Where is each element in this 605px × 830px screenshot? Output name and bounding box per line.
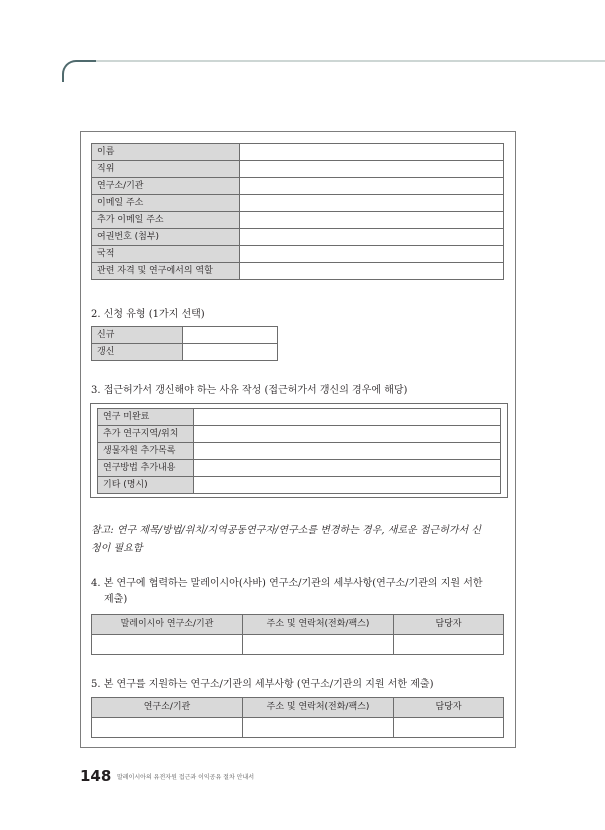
input-cell[interactable]: [240, 212, 504, 229]
row-label: 이름: [92, 144, 240, 161]
note-line-1: 참고: 연구 제목/방법/위치/지역공동연구자/연구소를 변경하는 경우, 새로운 접근허가서 신: [91, 525, 482, 536]
footer-title: 말레이시아의 유전자원 접근과 이익공유 절차 안내서: [117, 774, 255, 781]
row-label: 여권번호 (첨부): [92, 229, 240, 246]
table-row: [92, 178, 504, 195]
table-row: [92, 635, 504, 655]
table-row: [92, 161, 504, 178]
table-row: [98, 477, 501, 494]
renewal-reason-table: [97, 408, 501, 494]
table-header-row: [92, 615, 504, 635]
malaysian-partner-table: [91, 614, 504, 655]
table-row: [92, 263, 504, 280]
input-cell[interactable]: [240, 246, 504, 263]
column-header: 연구소/기관: [92, 698, 243, 718]
input-cell[interactable]: [194, 443, 501, 460]
column-header: 담당자: [394, 698, 504, 718]
table-row: [92, 246, 504, 263]
column-header: 주소 및 연락처(전화/팩스): [243, 698, 394, 718]
row-label: 연구 미완료: [98, 409, 194, 426]
input-cell[interactable]: [194, 460, 501, 477]
note-text: [91, 522, 509, 558]
table-row: [92, 229, 504, 246]
row-label: 국적: [92, 246, 240, 263]
section-5-heading: 5. 본 연구를 지원하는 연구소/기관의 세부사항 (연구소/기관의 지원 서한 제출): [91, 679, 434, 690]
input-cell[interactable]: [394, 635, 504, 655]
input-cell[interactable]: [194, 426, 501, 443]
input-cell[interactable]: [240, 195, 504, 212]
table-row: [92, 144, 504, 161]
application-type-table: [91, 326, 278, 361]
table-row: [98, 409, 501, 426]
input-cell[interactable]: [243, 635, 394, 655]
row-label: 연구소/기관: [92, 178, 240, 195]
section-4-heading: [91, 576, 483, 608]
supporting-institution-table: [91, 697, 504, 738]
section-2-heading: 2. 신청 유형 (1가지 선택): [91, 309, 205, 320]
row-label: 기타 (명시): [98, 477, 194, 494]
section-4-heading-line-2: 제출): [104, 594, 128, 605]
row-label: 이메일 주소: [92, 195, 240, 212]
row-label: 생물자원 추가목록: [98, 443, 194, 460]
row-label: 추가 연구지역/위치: [98, 426, 194, 443]
header-rule: [96, 60, 605, 62]
input-cell[interactable]: [92, 635, 243, 655]
table-row: [92, 327, 278, 344]
input-cell[interactable]: [92, 718, 243, 738]
note-line-2: 청이 필요함: [91, 543, 143, 554]
row-label: 추가 이메일 주소: [92, 212, 240, 229]
input-cell[interactable]: [394, 718, 504, 738]
section-4-heading-line-1: 4. 본 연구에 협력하는 말레이시아(사바) 연구소/기관의 세부사항(연구소/기관의 지원 서한: [91, 578, 483, 589]
table-row: [98, 443, 501, 460]
section-3-heading: 3. 접근허가서 갱신해야 하는 사유 작성 (접근허가서 갱신의 경우에 해당): [91, 385, 408, 396]
input-cell[interactable]: [183, 344, 278, 361]
input-cell[interactable]: [240, 229, 504, 246]
personal-info-table: [91, 143, 504, 280]
input-cell[interactable]: [240, 263, 504, 280]
row-label: 연구방법 추가내용: [98, 460, 194, 477]
table-row: [98, 426, 501, 443]
table-row: [92, 344, 278, 361]
table-row: [92, 718, 504, 738]
input-cell[interactable]: [243, 718, 394, 738]
table-row: [92, 195, 504, 212]
column-header: 담당자: [394, 615, 504, 635]
table-row: [98, 460, 501, 477]
input-cell[interactable]: [240, 144, 504, 161]
row-label: 관련 자격 및 연구에서의 역할: [92, 263, 240, 280]
input-cell[interactable]: [194, 477, 501, 494]
table-row: [92, 212, 504, 229]
input-cell[interactable]: [240, 161, 504, 178]
input-cell[interactable]: [194, 409, 501, 426]
row-label: 신규: [92, 327, 183, 344]
row-label: 직위: [92, 161, 240, 178]
row-label: 갱신: [92, 344, 183, 361]
header-corner-decoration: [62, 60, 96, 82]
table-header-row: [92, 698, 504, 718]
column-header: 주소 및 연락처(전화/팩스): [243, 615, 394, 635]
page-number: 148: [80, 767, 112, 785]
input-cell[interactable]: [240, 178, 504, 195]
input-cell[interactable]: [183, 327, 278, 344]
column-header: 말레이시아 연구소/기관: [92, 615, 243, 635]
